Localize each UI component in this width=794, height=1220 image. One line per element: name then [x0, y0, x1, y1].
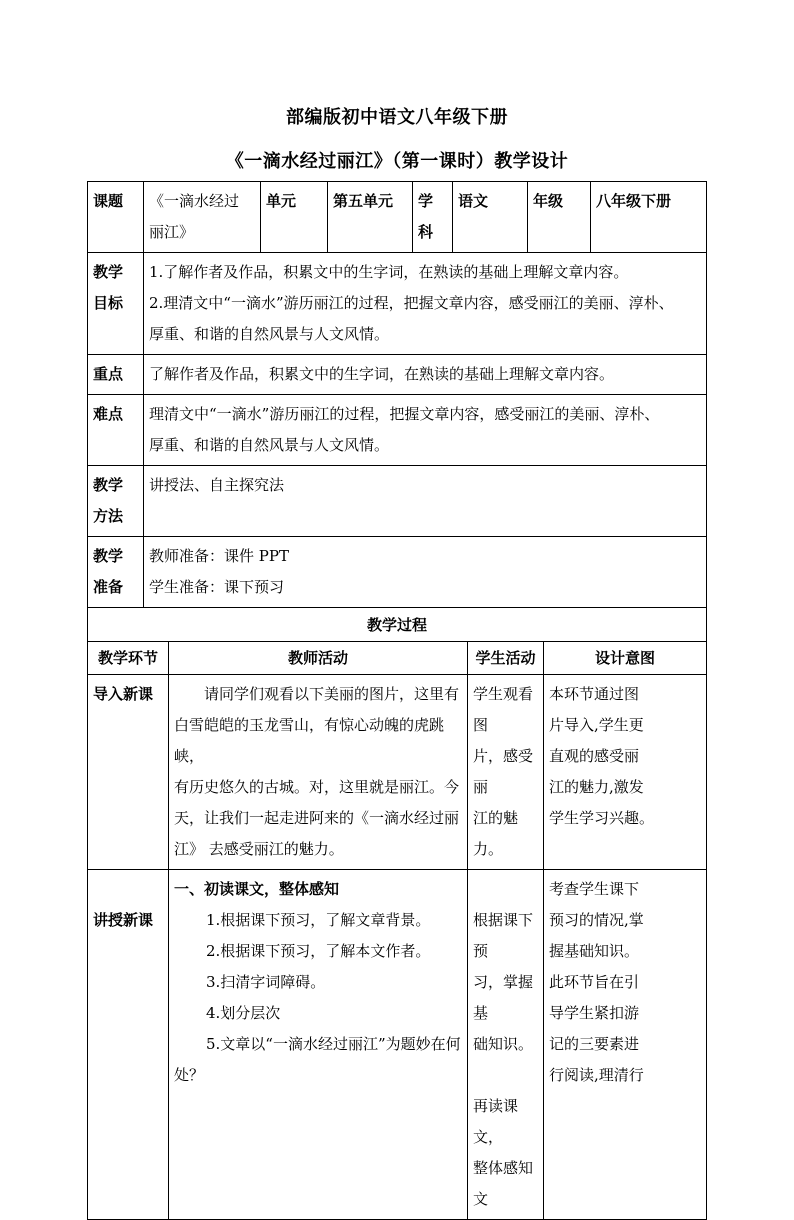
- goals-content: 1.了解作者及作品，积累文中的生字词，在熟读的基础上理解文章内容。 2.理清文中“一滴水”游历丽江的过程，把握文章内容，感受丽江的美丽、淳朴、 厚重、和谐的自然风景与人文风情。: [144, 253, 707, 355]
- topic-value: 《一滴水经过 丽江》: [144, 182, 261, 253]
- process-title-row: [88, 608, 707, 642]
- lecture-teacher-activity: 一、初读课文，整体感知 1.根据课下预习，了解文章背景。 2.根据课下预习，了解本文作者。 3.扫清字词障碍。 4.划分层次 5.文章以“一滴水经过丽江”为题妙在何 处？: [169, 870, 468, 1220]
- col-student-header: 学生活动: [468, 642, 544, 675]
- document-subtitle: 《一滴水经过丽江》（第一课时）教学设计: [225, 151, 569, 172]
- method-row: [88, 466, 707, 537]
- lesson-plan-table: [87, 181, 707, 1220]
- unit-label: 单元: [261, 182, 328, 253]
- unit-value: 第五单元: [328, 182, 413, 253]
- subject-value: 语文: [453, 182, 528, 253]
- difficulty-row: [88, 395, 707, 466]
- subject-label: 学科: [413, 182, 453, 253]
- goals-row: [88, 253, 707, 355]
- goals-label: 教学 目标: [88, 253, 144, 355]
- method-label: 教学 方法: [88, 466, 144, 537]
- key-point-content: 了解作者及作品，积累文中的生字词，在熟读的基础上理解文章内容。: [144, 355, 707, 395]
- lecture-stage: 讲授新课: [88, 870, 169, 1220]
- intro-stage: 导入新课: [88, 675, 169, 870]
- key-point-row: [88, 355, 707, 395]
- grade-label: 年级: [528, 182, 591, 253]
- header-row: [88, 182, 707, 253]
- intro-student-activity: 学生观看图 片，感受丽 江的魅力。: [468, 675, 544, 870]
- prep-content: 教师准备：课件 PPT 学生准备：课下预习: [144, 537, 707, 608]
- lecture-row: [88, 870, 707, 1220]
- key-point-label: 重点: [88, 355, 144, 395]
- difficulty-content: 理清文中“一滴水”游历丽江的过程，把握文章内容，感受丽江的美丽、淳朴、 厚重、和谐的自然风景与人文风情。: [144, 395, 707, 466]
- lecture-student-activity: 根据课下预 习，掌握基 础知识。 再读课文， 整体感知文: [468, 870, 544, 1220]
- difficulty-label: 难点: [88, 395, 144, 466]
- process-header-row: [88, 642, 707, 675]
- intro-design-intent: 本环节通过图 片导入,学生更 直观的感受丽 江的魅力,激发 学生学习兴趣。: [544, 675, 707, 870]
- grade-value: 八年级下册: [591, 182, 707, 253]
- method-content: 讲授法、自主探究法: [144, 466, 707, 537]
- process-section-title: 教学过程: [88, 608, 707, 642]
- col-teacher-header: 教师活动: [169, 642, 468, 675]
- prep-row: [88, 537, 707, 608]
- intro-row: [88, 675, 707, 870]
- lecture-design-intent: 考查学生课下 预习的情况,掌 握基础知识。 此环节旨在引 导学生紧扣游 记的三要素进 行阅读,理清行: [544, 870, 707, 1220]
- document-title: 部编版初中语文八年级下册: [286, 107, 508, 128]
- topic-label: 课题: [88, 182, 144, 253]
- prep-label: 教学 准备: [88, 537, 144, 608]
- intro-teacher-activity: 请同学们观看以下美丽的图片，这里有 白雪皑皑的玉龙雪山，有惊心动魄的虎跳峡， 有历史悠久的古城。对，这里就是丽江。今 天，让我们一起走进阿来的《一滴水经过丽 江》 去感受丽江的魅力。: [169, 675, 468, 870]
- col-stage-header: 教学环节: [88, 642, 169, 675]
- col-intent-header: 设计意图: [544, 642, 707, 675]
